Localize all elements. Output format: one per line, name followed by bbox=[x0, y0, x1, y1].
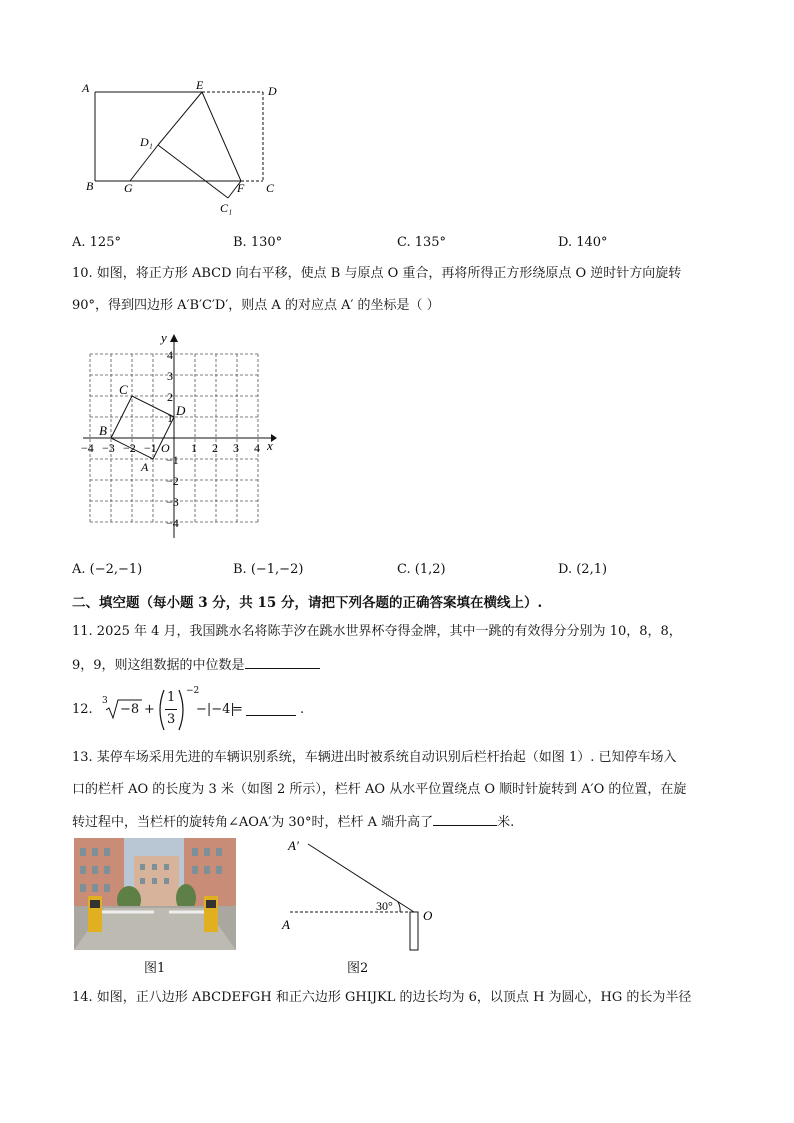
q11-line2-text: 9，9，则这组数据的中位数是 bbox=[72, 658, 245, 673]
q12-period: . bbox=[300, 702, 305, 717]
q10-option-a[interactable]: A. (−2,−1) bbox=[72, 562, 143, 577]
label-B: B bbox=[86, 179, 94, 193]
label-C1: C₁ bbox=[220, 201, 233, 215]
q9-figure bbox=[80, 78, 290, 218]
label-E: E bbox=[196, 78, 204, 92]
q9-option-a[interactable]: A. 125° bbox=[72, 235, 121, 250]
label-C: C bbox=[266, 181, 275, 195]
q10-option-d[interactable]: D. (2,1) bbox=[558, 562, 608, 577]
y-tick-label: 2 bbox=[167, 390, 173, 404]
point-D-label: D bbox=[176, 403, 186, 418]
fig2-angle-label: 30° bbox=[376, 899, 393, 913]
y-tick-label: 1 bbox=[167, 411, 173, 425]
x-tick-label: −4 bbox=[81, 441, 94, 455]
q12-radicand: −8 bbox=[120, 702, 140, 717]
q12-equals: = bbox=[232, 702, 243, 717]
fig1-caption: 图1 bbox=[144, 961, 166, 976]
q10-line1: 10. 如图，将正方形 ABCD 向右平移，使点 B 与原点 O 重合，再将所得正方形绕原点 O 逆时针方向旋转 bbox=[72, 266, 682, 281]
barrier-rotation-figure bbox=[280, 836, 450, 956]
q11-answer-blank[interactable] bbox=[245, 655, 320, 669]
label-G: G bbox=[124, 181, 133, 195]
axis-y-label: y bbox=[161, 330, 167, 345]
y-tick-label: −3 bbox=[166, 495, 179, 509]
x-tick-label: −2 bbox=[123, 441, 136, 455]
y-tick-label: −1 bbox=[166, 453, 179, 467]
q13-line1: 13. 某停车场采用先进的车辆识别系统，车辆进出时被系统自动识别后栏杆抬起（如图 1）. 已知停车场入 bbox=[72, 750, 677, 765]
q10-option-b[interactable]: B. (−1,−2) bbox=[233, 562, 304, 577]
fraction-bar bbox=[165, 709, 177, 710]
q14-line1: 14. 如图，正八边形 ABCDEFGH 和正六边形 GHIJKL 的边长均为 6，以顶点 H 为圆心，HG 的长为半径 bbox=[72, 990, 692, 1005]
q12-frac-num: 1 bbox=[167, 690, 176, 705]
q11-line1: 11. 2025 年 4 月，我国跳水名将陈芋汐在跳水世界杯夺得金牌，其中一跳的有效得分分别为 10，8，8， bbox=[72, 624, 682, 639]
x-tick-label: −3 bbox=[102, 441, 115, 455]
q13-line3-text: 转过程中，当栏杆的旋转角∠AOA′为 30°时，栏杆 A 端升高了 bbox=[72, 815, 434, 830]
x-tick-label: 1 bbox=[191, 441, 197, 455]
q12-abs-term: −|−4| bbox=[196, 702, 235, 717]
y-tick-label: 4 bbox=[167, 348, 173, 362]
q9-option-d[interactable]: D. 140° bbox=[558, 235, 608, 250]
axis-x-label: x bbox=[267, 438, 273, 453]
q10-line2: 90°，得到四边形 A′B′C′D′，则点 A 的对应点 A′ 的坐标是（ ） bbox=[72, 298, 440, 313]
label-D: D bbox=[268, 84, 277, 98]
q12-exponent: −2 bbox=[186, 686, 200, 696]
q12-root-index: 3 bbox=[102, 696, 108, 706]
q12-answer-blank[interactable] bbox=[246, 702, 296, 716]
paren-left bbox=[156, 688, 166, 732]
fig2-caption: 图2 bbox=[347, 961, 369, 976]
q13-line2: 口的栏杆 AO 的长度为 3 米（如图 2 所示），栏杆 AO 从水平位置绕点 O 顺时针旋转到 A′O 的位置，在旋 bbox=[72, 782, 687, 797]
q9-option-b[interactable]: B. 130° bbox=[233, 235, 283, 250]
q11-line2 bbox=[72, 655, 320, 674]
point-C-label: C bbox=[119, 382, 128, 397]
q13-line3 bbox=[72, 812, 514, 831]
q12-frac-den: 3 bbox=[167, 712, 176, 727]
q13-line3-end: 米. bbox=[497, 815, 515, 830]
label-F: F bbox=[237, 181, 245, 195]
q10-coordinate-grid bbox=[75, 330, 285, 542]
fig2-label-A-prime: A′ bbox=[288, 838, 299, 853]
parking-gate-photo bbox=[74, 838, 236, 950]
section-2-heading: 二、填空题（每小题 3 分，共 15 分，请把下列各题的正确答案填在横线上）. bbox=[72, 595, 543, 611]
q12-plus: + bbox=[144, 702, 155, 717]
q10-option-c[interactable]: C. (1,2) bbox=[397, 562, 446, 577]
point-B-label: B bbox=[99, 423, 107, 438]
q13-answer-blank[interactable] bbox=[433, 812, 497, 826]
q9-option-c[interactable]: C. 135° bbox=[397, 235, 447, 250]
fig2-label-O: O bbox=[423, 908, 433, 923]
q12-formula bbox=[72, 688, 312, 732]
label-A: A bbox=[82, 81, 90, 95]
y-tick-label: −4 bbox=[166, 516, 179, 530]
fig2-label-A: A bbox=[282, 917, 290, 932]
x-tick-label: 2 bbox=[212, 441, 218, 455]
q12-number: 12. bbox=[72, 702, 93, 717]
origin-label: O bbox=[161, 441, 170, 455]
y-tick-label: −2 bbox=[166, 474, 179, 488]
point-A-label: A bbox=[141, 460, 149, 474]
y-tick-label: 3 bbox=[167, 369, 173, 383]
label-D1: D₁ bbox=[140, 135, 153, 149]
x-tick-label: 4 bbox=[254, 441, 260, 455]
x-tick-label: −1 bbox=[144, 441, 157, 455]
x-tick-label: 3 bbox=[233, 441, 239, 455]
